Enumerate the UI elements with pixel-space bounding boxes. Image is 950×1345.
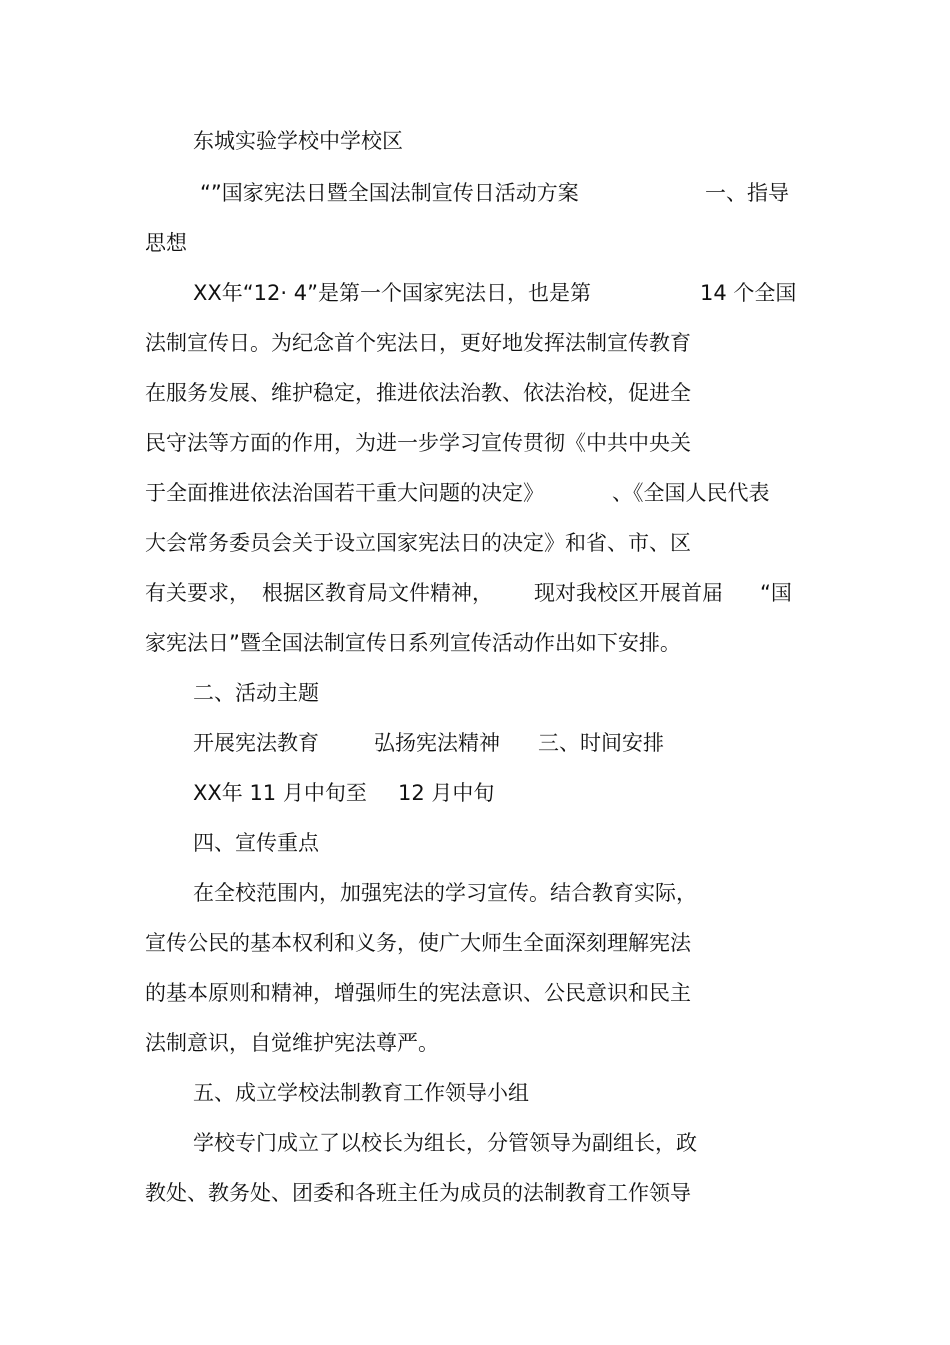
paragraph-line: 14 个全国 <box>700 281 797 305</box>
paragraph-line: 教处、教务处、团委和各班主任为成员的法制教育工作领导 <box>145 1181 691 1205</box>
time-text: XX年 11 月中旬至 <box>193 781 367 805</box>
paragraph-line: 现对我校区开展首届 <box>534 581 723 605</box>
document-title: “”国家宪法日暨全国法制宣传日活动方案 <box>200 181 579 205</box>
theme-text: 弘扬宪法精神 <box>374 731 500 755</box>
theme-text: 开展宪法教育 <box>193 731 319 755</box>
paragraph-line: 根据区教育局文件精神， <box>262 581 493 605</box>
section-4-heading: 四、宣传重点 <box>193 831 319 855</box>
paragraph-line: 法制宣传日。为纪念首个宪法日，更好地发挥法制宣传教育 <box>145 331 691 355</box>
paragraph-line: XX年“12· 4”是第一个国家宪法日，也是第 <box>193 281 591 305</box>
paragraph-line: “国 <box>760 581 792 605</box>
paragraph-line: 有关要求， <box>145 581 250 605</box>
paragraph-line: 的基本原则和精神，增强师生的宪法意识、公民意识和民主 <box>145 981 691 1005</box>
section-1-heading-cont: 思想 <box>145 231 187 255</box>
paragraph-line: 、《全国人民代表 <box>612 481 770 505</box>
paragraph-line: 学校专门成立了以校长为组长，分管领导为副组长，政 <box>193 1131 697 1155</box>
school-name: 东城实验学校中学校区 <box>193 129 403 153</box>
paragraph-line: 在全校范围内，加强宪法的学习宣传。结合教育实际， <box>193 881 697 905</box>
section-2-heading: 二、活动主题 <box>193 681 319 705</box>
paragraph-line: 宣传公民的基本权利和义务，使广大师生全面深刻理解宪法 <box>145 931 691 955</box>
section-1-heading: 一、指导 <box>705 181 789 205</box>
section-3-heading: 三、时间安排 <box>538 731 664 755</box>
paragraph-line: 民守法等方面的作用，为进一步学习宣传贯彻《中共中央关 <box>145 431 691 455</box>
section-5-heading: 五、成立学校法制教育工作领导小组 <box>193 1081 529 1105</box>
paragraph-line: 大会常务委员会关于设立国家宪法日的决定》和省、市、区 <box>145 531 691 555</box>
paragraph-line: 于全面推进依法治国若干重大问题的决定》 <box>145 481 544 505</box>
paragraph-line: 在服务发展、维护稳定，推进依法治教、依法治校，促进全 <box>145 381 691 405</box>
paragraph-line: 家宪法日”暨全国法制宣传日系列宣传活动作出如下安排。 <box>145 631 681 655</box>
time-text: 12 月中旬 <box>398 781 495 805</box>
paragraph-line: 法制意识，自觉维护宪法尊严。 <box>145 1031 439 1055</box>
